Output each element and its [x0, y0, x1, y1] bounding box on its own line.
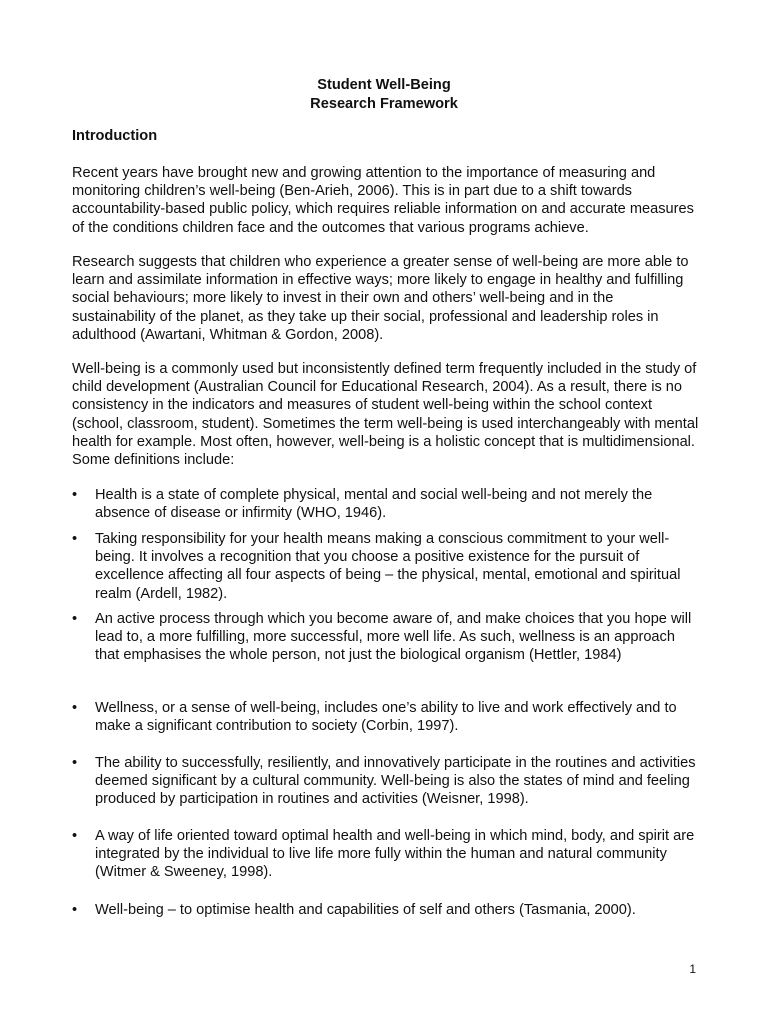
list-item-text: An active process through which you become aware of, and make choices that you hope will lead to, a more fulfilling, more successful, more well life. As such, wellness is an approach that emphasises the whole person, not just the biological organism (Hettler, 1984) [95, 611, 692, 664]
list-item [72, 486, 700, 522]
bullet-icon: • [72, 700, 78, 716]
list-item [72, 610, 700, 665]
list-item-text: The ability to successfully, resiliently, and innovatively participate in the routines and activities deemed significant by a cultural community. Well-being is also the states of mind and feeling produced by participation in routines and activities (Weisner, 1998). [95, 755, 696, 808]
list-item [72, 901, 700, 919]
list-item-text: A way of life oriented toward optimal health and well-being in which mind, body, and spirit are integrated by the individual to live life more fully within the human and natural community (Witmer & Sweeney, 1998). [95, 828, 695, 881]
list-item [72, 827, 700, 882]
list-item [72, 699, 700, 735]
list-item-text: Health is a state of complete physical, mental and social well-being and not merely the absence of disease or infirmity (WHO, 1946). [95, 487, 653, 522]
bullet-icon: • [72, 755, 78, 771]
bullet-icon: • [72, 902, 78, 918]
list-item [72, 530, 700, 603]
list-item-text: Well-being – to optimise health and capabilities of self and others (Tasmania, 2000). [95, 902, 636, 918]
paragraph-1: Recent years have brought new and growing attention to the importance of measuring and monitoring children’s well-being (Ben-Arieh, 2006). This is in part due to a shift towards accountability-based public policy, which requires reliable information on and accurate measures of the conditions children face and the outcomes that various programs achieve. [72, 165, 694, 236]
bullet-icon: • [72, 828, 78, 844]
title-line-1: Student Well-Being [317, 77, 451, 93]
paragraph-2: Research suggests that children who experience a greater sense of well-being are more able to learn and assimilate information in effective ways; more likely to engage in healthy and fulfilling social behaviours; more likely to invest in their own and others’ well-being and in the sustainability of the planet, as they take up their social, professional and leadership roles in adulthood (Awartani, Whitman & Gordon, 2008). [72, 254, 689, 343]
bullet-icon: • [72, 487, 78, 503]
title-line-2: Research Framework [310, 95, 458, 112]
list-item [72, 754, 700, 809]
paragraph-3: Well-being is a commonly used but inconsistently defined term frequently included in the study of child development (Australian Council for Educational Research, 2004). As a result, there is no consistency in the indicators and measures of student well-being within the school context (school, classroom, student). Sometimes the term well-being is used interchangeably with mental health for example. Most often, however, well-being is a holistic concept that is multidimensional. Some definitions include: [72, 361, 699, 469]
list-item-text: Wellness, or a sense of well-being, includes one’s ability to live and work effectively and to make a significant contribution to society (Corbin, 1997). [95, 700, 677, 735]
page-number: 1 [689, 962, 696, 976]
bullet-icon: • [72, 531, 78, 547]
list-item-text: Taking responsibility for your health means making a conscious commitment to your well-being. It involves a recognition that you choose a positive existence for the pursuit of excellence affecting all four aspects of being – the physical, mental, emotional and spiritual realm (Ardell, 1982). [95, 531, 681, 602]
section-heading-introduction: Introduction [72, 128, 158, 144]
bullet-icon: • [72, 611, 78, 627]
document-title [0, 76, 768, 113]
